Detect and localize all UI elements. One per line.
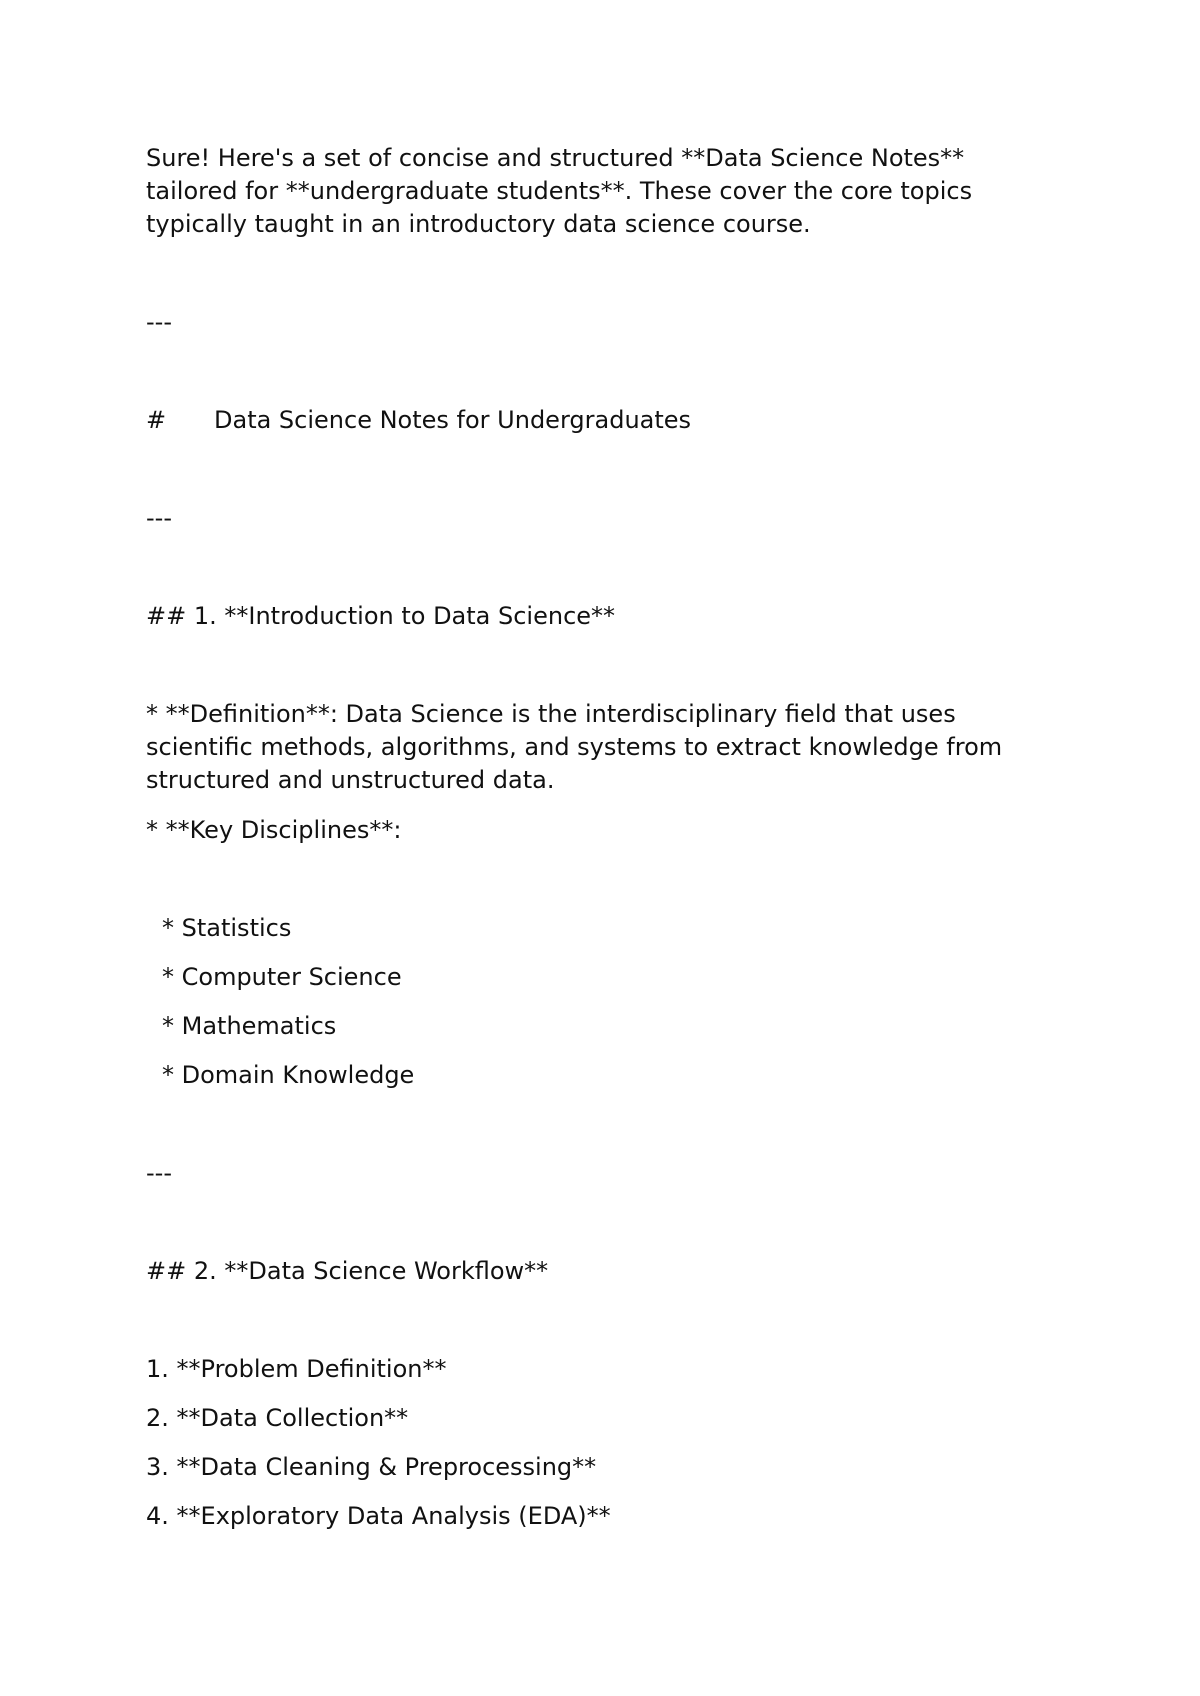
section-heading: ## 1. **Introduction to Data Science**	[146, 602, 616, 630]
definition-line: * **Definition**: Data Science is the interdisciplinary field that uses	[146, 700, 956, 728]
intro-line: Sure! Here's a set of concise and structured **Data Science Notes**	[146, 144, 965, 172]
document-title	[146, 404, 691, 437]
separator: ---	[146, 308, 172, 336]
workflow-step: 2. **Data Collection**	[146, 1404, 409, 1432]
key-disciplines-label: * **Key Disciplines**:	[146, 816, 402, 844]
workflow-step: 3. **Data Cleaning & Preprocessing**	[146, 1453, 597, 1481]
workflow-step: 1. **Problem Definition**	[146, 1355, 447, 1383]
workflow-step: 4. **Exploratory Data Analysis (EDA)**	[146, 1502, 611, 1530]
discipline-item: * Computer Science	[162, 963, 402, 991]
discipline-item: * Mathematics	[162, 1012, 337, 1040]
intro-paragraph	[146, 142, 1046, 241]
definition-line: scientific methods, algorithms, and systems to extract knowledge from	[146, 733, 1003, 761]
section-heading: ## 2. **Data Science Workflow**	[146, 1257, 549, 1285]
separator: ---	[146, 504, 172, 532]
discipline-item: * Domain Knowledge	[162, 1061, 415, 1089]
definition-line: structured and unstructured data.	[146, 766, 555, 794]
definition-paragraph	[146, 698, 1046, 797]
title-text: Data Science Notes for Undergraduates	[214, 406, 692, 434]
discipline-item: * Statistics	[162, 914, 292, 942]
intro-line: tailored for **undergraduate students**. These cover the core topics	[146, 177, 973, 205]
intro-line: typically taught in an introductory data science course.	[146, 210, 811, 238]
title-hash: #	[146, 406, 167, 434]
separator: ---	[146, 1159, 172, 1187]
